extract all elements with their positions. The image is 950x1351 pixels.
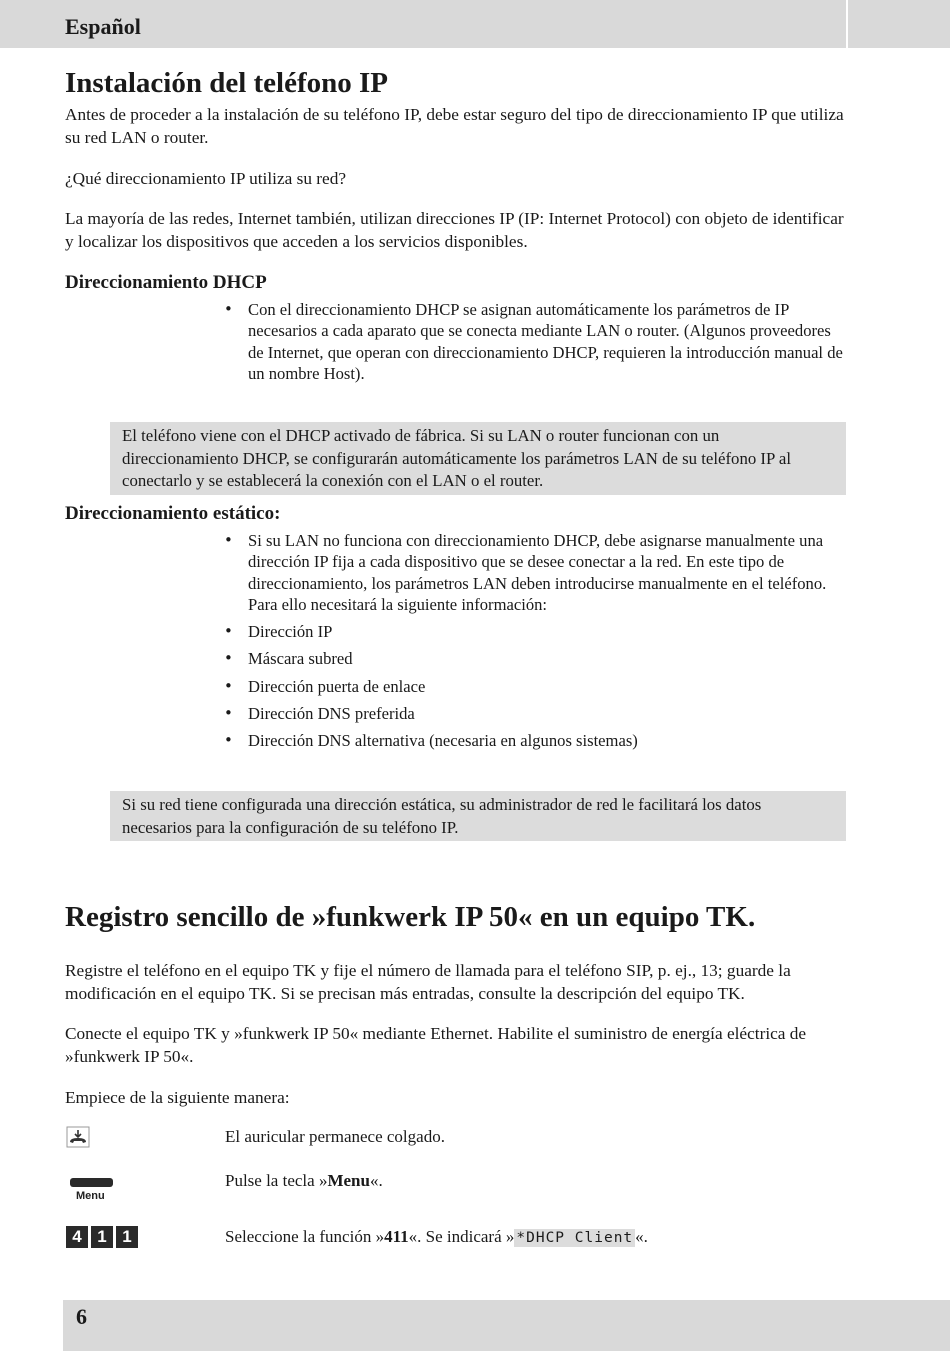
digit-keys bbox=[66, 1226, 138, 1248]
section-title-installation: Instalación del teléfono IP bbox=[65, 67, 389, 99]
list-item: • Dirección puerta de enlace bbox=[224, 676, 849, 697]
list-item: • Dirección DNS alternativa (necesaria en algunos sistemas) bbox=[224, 730, 849, 751]
section-title-registration: Registro sencillo de »funkwerk IP 50« en un equipo TK. bbox=[65, 901, 756, 933]
static-bullet-list bbox=[224, 530, 849, 758]
dhcp-heading: Direccionamiento DHCP bbox=[65, 272, 267, 293]
step-menu-suffix: «. bbox=[369, 1171, 383, 1190]
static-heading: Direccionamiento estático: bbox=[65, 503, 281, 524]
display-text: *DHCP Client bbox=[516, 1230, 634, 1246]
header-bar-tab bbox=[848, 0, 950, 48]
handset-on-hook-icon bbox=[66, 1126, 90, 1148]
language-label: Español bbox=[65, 14, 141, 39]
footer-margin bbox=[0, 1300, 63, 1351]
list-item: • Dirección IP bbox=[224, 621, 849, 642]
step-menu-text bbox=[225, 1170, 383, 1192]
step-select-code: 411 bbox=[384, 1227, 409, 1246]
list-item: • Dirección DNS preferida bbox=[224, 703, 849, 724]
list-item: • Si su LAN no funciona con direccionamiento DHCP, debe asignarse manualmente una dirección IP fija a cada dispositivo que se desee conectar a la red. En este tipo de direccionamiento, los parámetros LAN deben introducirse manualmente en el teléfono. Para ello necesitará la siguiente información: bbox=[224, 530, 849, 615]
page-number: 6 bbox=[76, 1304, 87, 1329]
intro-paragraph: Antes de proceder a la instalación de su teléfono IP, debe estar seguro del tipo de direccionamiento IP que utiliza su red LAN o router. bbox=[65, 105, 844, 147]
menu-key-label: Menu bbox=[76, 1190, 105, 1202]
list-item: • Con el direccionamiento DHCP se asignan automáticamente los parámetros de IP necesarios a cada aparato que se conecta mediante LAN o router. (Algunos proveedores de Internet, que operan con direccionamiento DHCP, requieren la introducción manual de un nombre Host). bbox=[224, 299, 849, 384]
question-paragraph: ¿Qué direccionamiento IP utiliza su red? bbox=[65, 169, 347, 188]
steps-lead: Empiece de la siguiente manera: bbox=[65, 1088, 290, 1107]
dhcp-note-box: El teléfono viene con el DHCP activado de fábrica. Si su LAN o router funcionan con un direccionamiento DHCP, se configurarán automáticamente los parámetros LAN de su teléfono IP al conectarlo y se establecerá la conexión con el LAN o el router. bbox=[110, 422, 846, 495]
digit-key-icon: 4 bbox=[66, 1226, 88, 1248]
menu-key-bar bbox=[70, 1178, 113, 1187]
step-select-prefix: Seleccione la función » bbox=[225, 1227, 385, 1246]
step-on-hook-text: El auricular permanece colgado. bbox=[225, 1127, 445, 1146]
step-select-text bbox=[225, 1226, 648, 1249]
registration-paragraph: Registre el teléfono en el equipo TK y fije el número de llamada para el teléfono SIP, p. ej., 13; guarde la modificación en el equipo TK. Si se precisan más entradas, consulte la descripción del equipo TK. bbox=[65, 961, 791, 1003]
dhcp-bullet-list bbox=[224, 299, 849, 384]
footer-bar bbox=[0, 1300, 950, 1351]
list-item: • Máscara subred bbox=[224, 648, 849, 669]
step-select-suffix: «. bbox=[635, 1227, 648, 1246]
digit-key-icon: 1 bbox=[116, 1226, 138, 1248]
static-note-box: Si su red tiene configurada una dirección estática, su administrador de red le facilitará los datos necesarios para la configuración de su teléfono IP. bbox=[110, 791, 846, 841]
explanation-paragraph: La mayoría de las redes, Internet también, utilizan direcciones IP (IP: Internet Protocol) con objeto de identificar y localizar los dispositivos que acceden a los servicios disponibles. bbox=[65, 209, 844, 251]
step-menu-prefix: Pulse la tecla » bbox=[225, 1171, 328, 1190]
menu-key-icon bbox=[70, 1178, 114, 1206]
step-menu-key: Menu bbox=[327, 1171, 370, 1190]
step-select-middle: «. Se indicará » bbox=[408, 1227, 515, 1246]
digit-key-icon: 1 bbox=[91, 1226, 113, 1248]
connection-paragraph: Conecte el equipo TK y »funkwerk IP 50« mediante Ethernet. Habilite el suministro de energía eléctrica de »funkwerk IP 50«. bbox=[65, 1024, 807, 1066]
